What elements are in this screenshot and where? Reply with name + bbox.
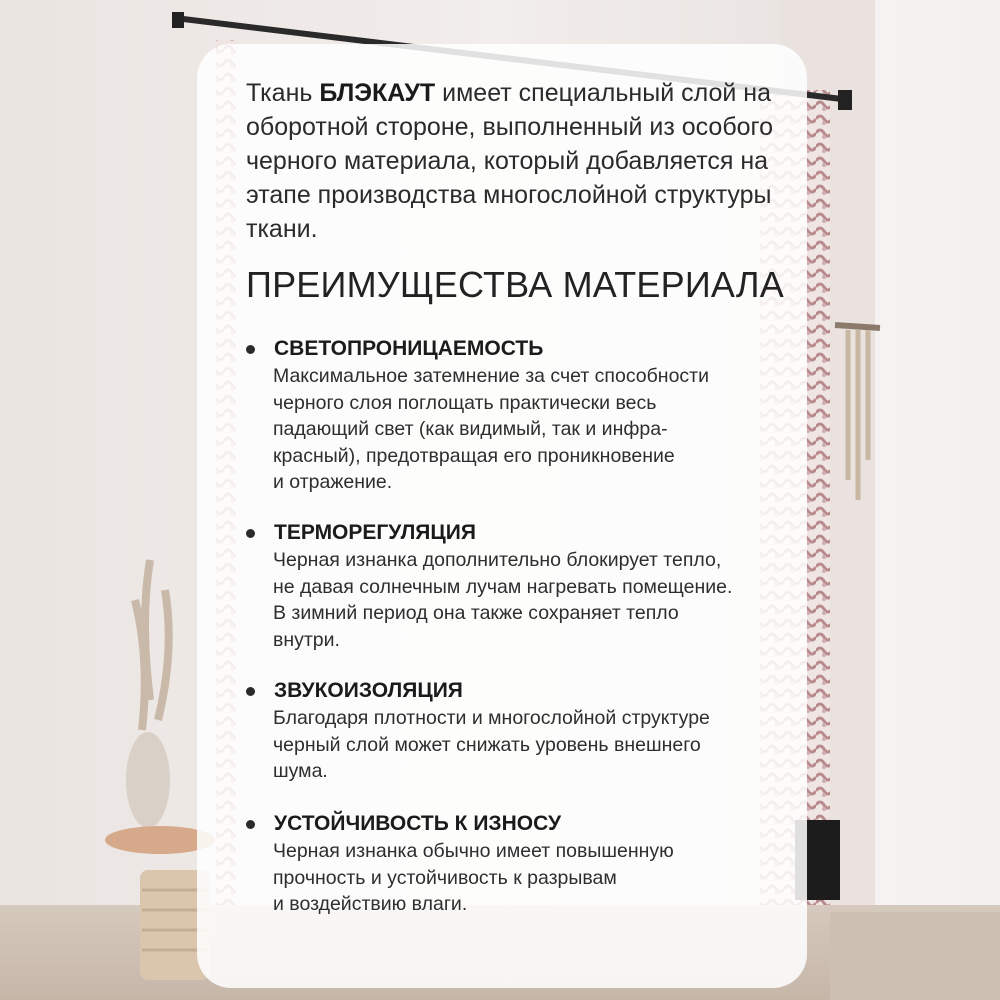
bullet-icon <box>246 529 255 538</box>
bullet-icon <box>246 820 255 829</box>
feature-description: Благодаря плотности и многослойной структуре черный слой может снижать уровень внешнего шума. <box>273 707 710 783</box>
intro-paragraph: Ткань БЛЭКАУТ имеет специальный слой на оборотной стороне, выполненный из особого черного материала, который добавляется на этапе производства многослойной структуры ткани. <box>246 79 774 243</box>
feature-title: СВЕТОПРОНИЦАЕМОСТЬ <box>274 337 544 360</box>
feature-title: УСТОЙЧИВОСТЬ К ИЗНОСУ <box>274 812 562 835</box>
feature-title: ТЕРМОРЕГУЛЯЦИЯ <box>274 521 476 544</box>
bullet-icon <box>246 345 255 354</box>
bullet-icon <box>246 687 255 696</box>
feature-title: ЗВУКОИЗОЛЯЦИЯ <box>274 679 463 702</box>
feature-description: Черная изнанка дополнительно блокирует тепло, не давая солнечным лучам нагревать помещение. В зимний период она также сохраняет тепло внутри. <box>273 549 733 651</box>
section-heading: ПРЕИМУЩЕСТВА МАТЕРИАЛА <box>246 264 784 305</box>
feature-description: Максимальное затемнение за счет способности черного слоя поглощать практически весь падающий свет (как видимый, так и инфра- красный), предотвращая его проникновение и отражение. <box>273 365 709 494</box>
feature-description: Черная изнанка обычно имеет повышенную прочность и устойчивость к разрывам и воздействию влаги. <box>273 840 674 916</box>
intro-emphasis: БЛЭКАУТ <box>319 79 436 107</box>
